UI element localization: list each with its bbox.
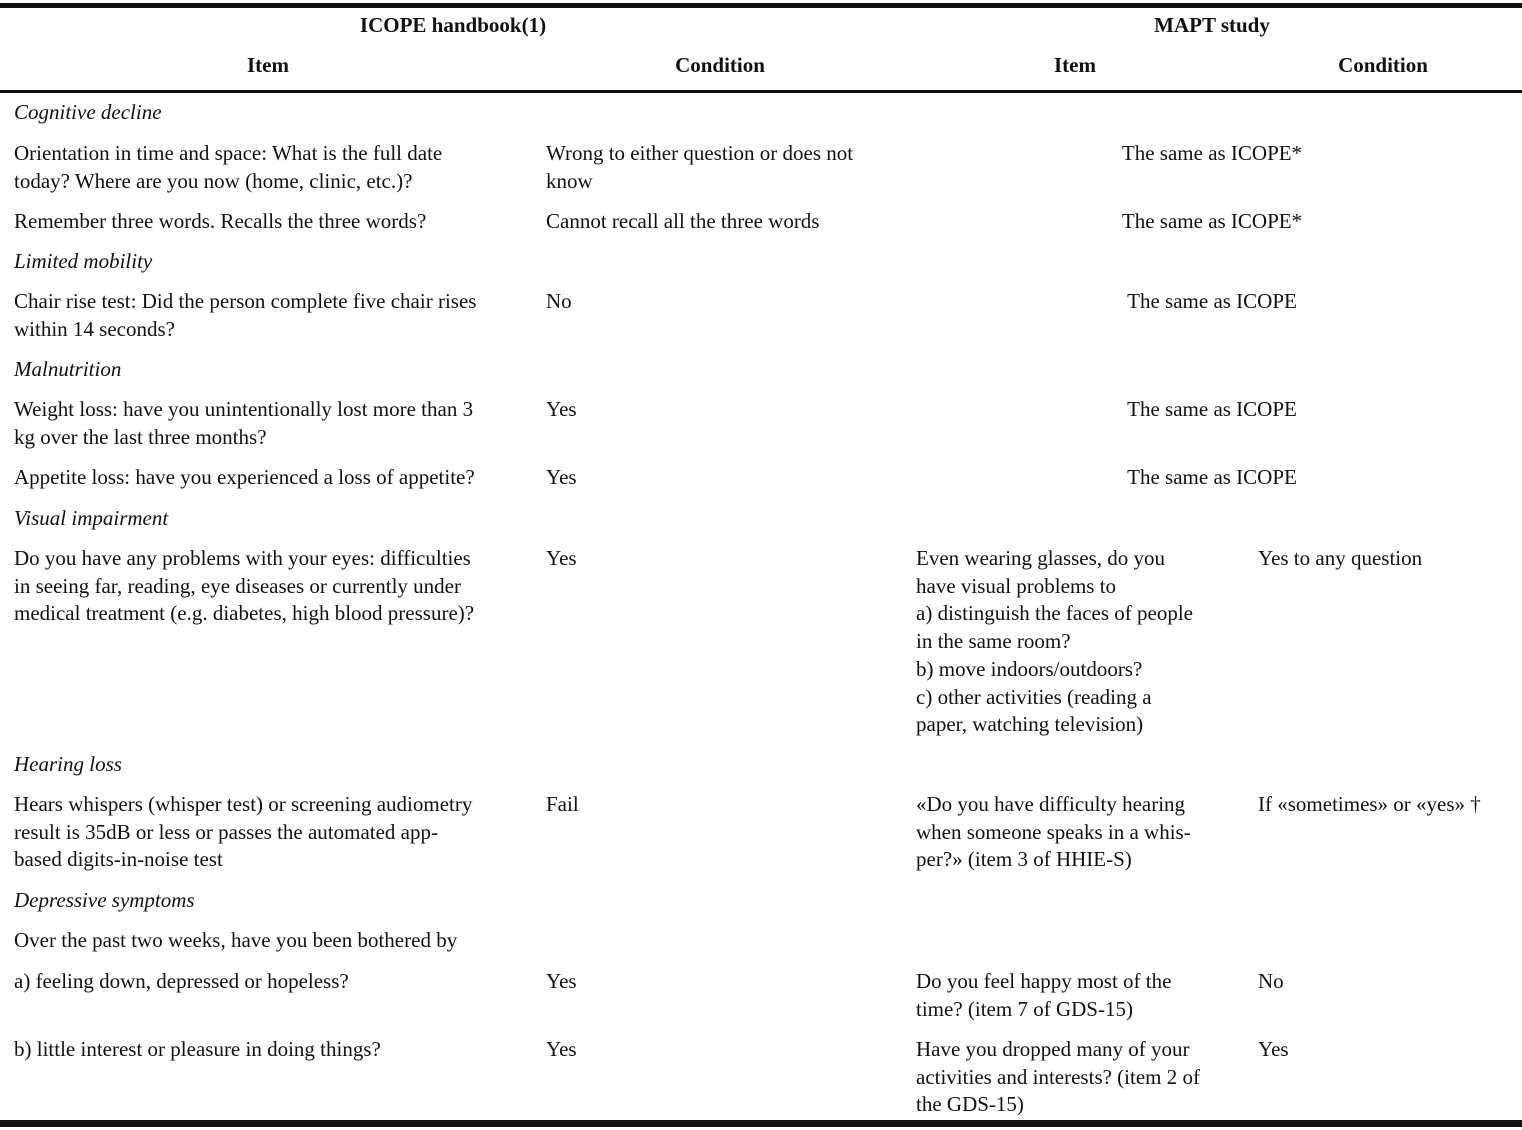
row-item-line: Hears whispers (whisper test) or screening audiometry	[14, 792, 473, 816]
row-mapt-condition: Yes	[1258, 1037, 1289, 1061]
row-condition-line: know	[546, 168, 593, 193]
row-item	[14, 396, 473, 451]
row-condition: Fail	[546, 792, 579, 816]
row-item-line: medical treatment (e.g. diabetes, high blood pressure)?	[14, 601, 475, 626]
header-icope-condition: Condition	[675, 53, 765, 77]
row-mapt-item-line: b) move indoors/outdoors?	[916, 656, 1143, 681]
row-mapt-item-line: Have you dropped many of your	[916, 1037, 1190, 1061]
row-item: Appetite loss: have you experienced a loss of appetite?	[14, 465, 475, 489]
row-mapt-same: The same as ICOPE*	[1121, 209, 1303, 233]
row-mapt-same: The same as ICOPE	[1127, 289, 1297, 313]
row-condition: Yes	[546, 969, 577, 993]
section-hearing-loss: Hearing loss	[14, 752, 122, 776]
row-item	[14, 545, 474, 628]
row-condition: Yes	[546, 397, 577, 421]
row-item: b) little interest or pleasure in doing things?	[14, 1037, 381, 1061]
header-icope-group: ICOPE handbook(1)	[359, 13, 547, 37]
row-mapt-item	[916, 545, 1193, 739]
row-item-line: within 14 seconds?	[14, 316, 175, 341]
row-condition: Cannot recall all the three words	[546, 209, 820, 233]
row-mapt-item-line: when someone speaks in a whis-	[916, 819, 1191, 844]
section-malnutrition: Malnutrition	[14, 357, 122, 381]
row-mapt-condition: Yes to any question	[1258, 546, 1423, 570]
row-mapt-item-line: per?» (item 3 of HHIE-S)	[916, 847, 1132, 872]
row-item-line: Orientation in time and space: What is the full date	[14, 141, 443, 165]
row-condition-line: Wrong to either question or does not	[546, 141, 854, 165]
row-mapt-item-line: a) distinguish the faces of people	[916, 601, 1193, 626]
row-mapt-same: The same as ICOPE*	[1121, 141, 1303, 165]
header-mapt-item: Item	[1054, 53, 1096, 77]
row-mapt-item-line: the GDS-15)	[916, 1092, 1024, 1117]
row-item-line: Chair rise test: Did the person complete five chair rises	[14, 289, 477, 313]
row-mapt-condition: No	[1258, 969, 1284, 993]
row-mapt-item-line: paper, watching television)	[916, 712, 1144, 737]
table-row	[14, 140, 442, 195]
depressive-intro: Over the past two weeks, have you been bothered by	[14, 928, 458, 952]
row-mapt-item	[916, 968, 1171, 1023]
row-condition	[546, 140, 853, 195]
row-mapt-condition: If «sometimes» or «yes» †	[1258, 792, 1481, 816]
section-depressive-symptoms: Depressive symptoms	[14, 888, 195, 912]
section-limited-mobility: Limited mobility	[14, 249, 153, 273]
row-mapt-same: The same as ICOPE	[1127, 465, 1297, 489]
row-condition: No	[546, 289, 572, 313]
row-mapt-item-line: activities and interests? (item 2 of	[916, 1064, 1200, 1089]
row-condition: Yes	[546, 465, 577, 489]
table-bottom-rule	[0, 1120, 1522, 1127]
row-mapt-item-line: Even wearing glasses, do you	[916, 546, 1166, 570]
row-mapt-item-line: have visual problems to	[916, 573, 1117, 598]
row-mapt-item-line: Do you feel happy most of the	[916, 969, 1172, 993]
row-condition: Yes	[546, 1037, 577, 1061]
row-mapt-same: The same as ICOPE	[1127, 397, 1297, 421]
header-rule	[0, 90, 1522, 93]
table-top-rule	[0, 3, 1522, 8]
row-mapt-item	[916, 791, 1191, 874]
row-item	[14, 791, 472, 874]
header-icope-item: Item	[247, 53, 289, 77]
row-item	[14, 140, 442, 195]
header-mapt-condition: Condition	[1338, 53, 1428, 77]
row-item-line: today? Where are you now (home, clinic, etc.)?	[14, 168, 413, 193]
row-item-line: in seeing far, reading, eye diseases or currently under	[14, 573, 461, 598]
row-mapt-item-line: «Do you have difficulty hearing	[916, 792, 1186, 816]
header-mapt-group: MAPT study	[1154, 13, 1270, 37]
row-item: a) feeling down, depressed or hopeless?	[14, 969, 349, 993]
row-condition: Yes	[546, 546, 577, 570]
section-cognitive-decline: Cognitive decline	[14, 100, 162, 124]
row-item	[14, 288, 476, 343]
row-item-line: based digits-in-noise test	[14, 847, 223, 872]
row-mapt-item-line: c) other activities (reading a	[916, 684, 1152, 709]
row-mapt-item	[916, 1036, 1200, 1119]
row-item-line: Weight loss: have you unintentionally lost more than 3	[14, 397, 474, 421]
row-mapt-item-line: in the same room?	[916, 629, 1071, 654]
row-item-line: result is 35dB or less or passes the automated app-	[14, 819, 438, 844]
row-item-line: kg over the last three months?	[14, 424, 267, 449]
row-item-line: Do you have any problems with your eyes: difficulties	[14, 546, 471, 570]
section-visual-impairment: Visual impairment	[14, 506, 169, 530]
row-mapt-item-line: time? (item 7 of GDS-15)	[916, 996, 1133, 1021]
row-item: Remember three words. Recalls the three words?	[14, 209, 427, 233]
